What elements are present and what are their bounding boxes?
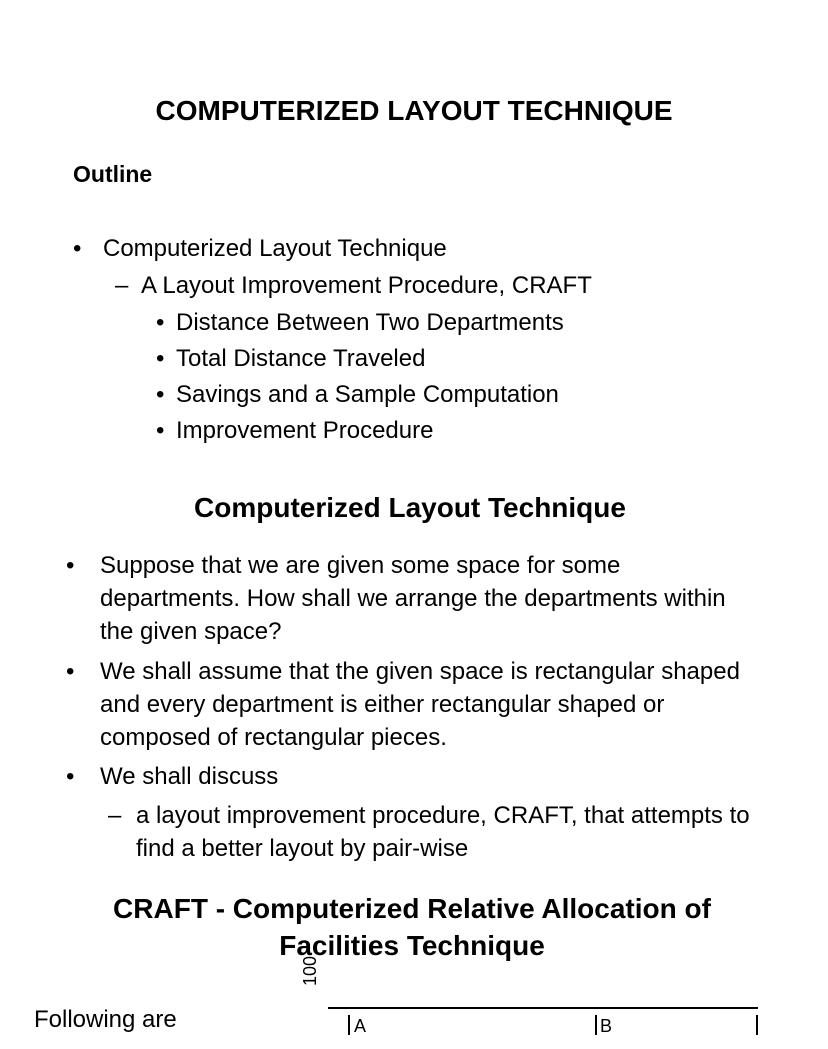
department-label: B <box>600 1016 613 1036</box>
outline-heading: Outline <box>73 161 153 187</box>
slide-title: COMPUTERIZED LAYOUT TECHNIQUE <box>155 95 673 126</box>
bullet-text: Suppose that we are given some space for some departments. How shall we arrange the departments within the given space? <box>100 552 726 645</box>
bullet-text: We shall discuss <box>100 763 279 790</box>
outline-subsubitem: • Savings and a Sample Computation <box>156 381 559 408</box>
bullet-marker: • <box>66 552 75 579</box>
sub-bullet-text: a layout improvement procedure, CRAFT, that attempts to find a better layout by pair-wise <box>136 802 750 862</box>
layout-grid-top <box>328 1007 758 1049</box>
slide-intro <box>0 472 768 882</box>
slide-title: Computerized Layout Technique <box>194 492 626 523</box>
slide-title: CRAFT - Computerized Relative Allocation of Facilities Technique <box>113 893 711 961</box>
slide-craft <box>0 882 768 1036</box>
outline-subsubitem: • Distance Between Two Departments <box>156 309 564 336</box>
grid-line <box>348 1015 350 1035</box>
bullet-marker: • <box>66 763 75 790</box>
grid-line <box>595 1015 597 1035</box>
bullet-marker: • <box>66 658 75 685</box>
outline-subsubitem: • Total Distance Traveled <box>156 345 426 372</box>
grid-line <box>756 1015 758 1035</box>
bullet-text: We shall assume that the given space is rectangular shaped and every department is either rectangular shaped or composed of rectangular pieces. <box>100 658 740 751</box>
outline-item: • Computerized Layout Technique <box>73 235 447 262</box>
body-text: Following are <box>34 1006 177 1033</box>
slide-outline <box>0 0 768 444</box>
outline-subsubitem-clipped: • Improvement Procedure <box>156 417 434 444</box>
department-label: A <box>354 1016 367 1036</box>
outline-subitem: – A Layout Improvement Procedure, CRAFT <box>115 272 592 299</box>
axis-label: 100 <box>300 955 320 986</box>
sub-bullet-marker: – <box>108 802 122 829</box>
